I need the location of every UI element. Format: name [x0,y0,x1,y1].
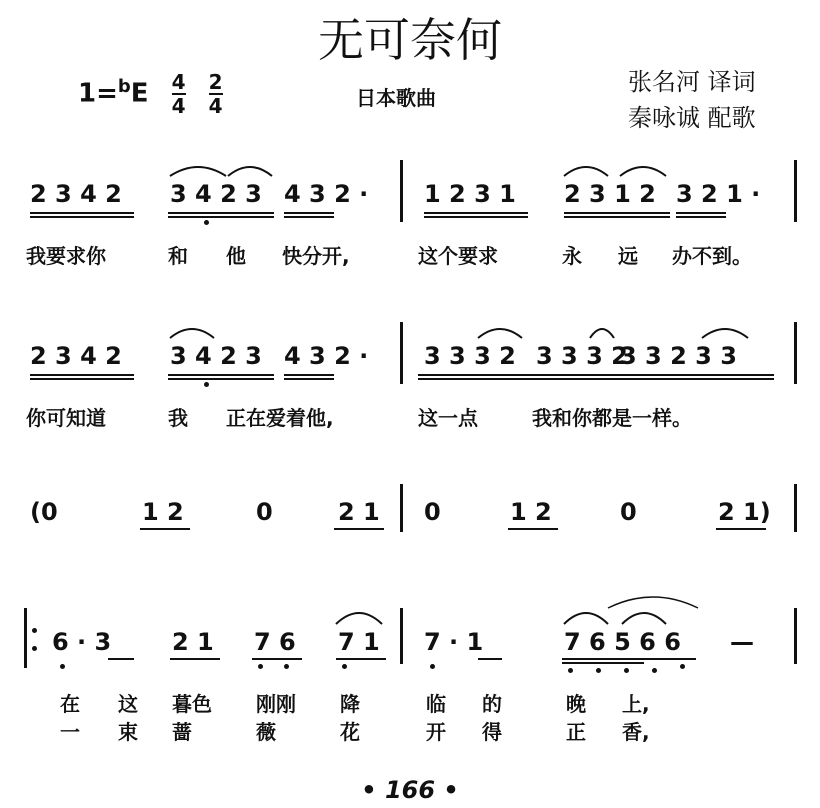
lyric: 上, [622,692,650,716]
barline [794,484,797,532]
underline [30,212,134,214]
underline [140,528,190,530]
time-signature-4-4: $\frac{4}{4}$ [171,70,186,118]
underline [284,378,334,380]
underline [676,216,726,218]
lyric: 的 [482,692,502,716]
underline [424,212,528,214]
lyric: 降 [340,692,360,716]
notes-group: 7 1 [338,628,380,656]
lyric: 蔷 [172,720,192,744]
notes-group: 7 6 [254,628,296,656]
notes-group: 2 1 [338,498,380,526]
lyric: 正在爱着他, [226,406,334,430]
flat-sign: b [117,75,131,97]
slur [618,162,668,178]
extension-dash: — [730,628,754,656]
underline [716,528,766,530]
underline [284,374,334,376]
notes-group: 1 2 [142,498,184,526]
lower-octave-dot [258,664,263,669]
underline [170,658,220,660]
lyric: 我和你都是一样。 [532,406,692,430]
notes-group: 0 [424,498,441,526]
lyric: 临 [426,692,446,716]
lyric: 暮色 [172,692,212,716]
barline [400,484,403,532]
lower-octave-dot [680,664,685,669]
lyric: 我 [168,406,188,430]
notes-group: 2 3 1 2 [564,180,656,208]
notes-group: 3 3 3 2 [424,342,516,370]
underline [284,216,334,218]
lyric: 正 [566,720,586,744]
underline [418,374,774,376]
lyric: 香, [622,720,650,744]
notes-group: 3 3 2 3 3 [620,342,737,370]
lower-octave-dot [624,668,629,673]
lyric: 你可知道 [26,406,106,430]
lyricist-credit: 张名河 译词 [628,68,756,96]
repeat-dot [32,646,37,651]
lower-octave-dot [342,664,347,669]
slur [588,324,616,340]
lower-octave-dot [596,668,601,673]
underline [478,658,502,660]
lyric: 我要求你 [26,244,106,268]
underline [30,216,134,218]
song-origin: 日本歌曲 [356,86,436,110]
lyric: 办不到。 [672,244,752,268]
slur [700,324,750,340]
underline [562,658,696,660]
underline [564,212,670,214]
lyric: 永 [562,244,582,268]
key-signature: 1=$^b$E $\frac{4}{4}$ $\frac{2}{4}$ [78,70,223,118]
notes-group: 2 3 4 2 [30,342,122,370]
lower-octave-dot [284,664,289,669]
underline [418,378,774,380]
lower-octave-dot [60,664,65,669]
barline [400,322,403,384]
lyric: 这 [118,692,138,716]
underline [336,658,386,660]
lyric: 在 [60,692,80,716]
notes-group: 4 3 2 · [284,342,369,370]
slur [562,162,610,178]
notes-group: 3 4 2 3 [170,180,262,208]
underline [168,212,274,214]
underline [30,374,134,376]
underline [168,378,274,380]
notes-group: 3 3 3 2 [536,342,628,370]
lyric: 快分开, [282,244,350,268]
lyric: 这一点 [418,406,478,430]
tie [606,592,700,610]
lyric: 他 [226,244,246,268]
notes-group: 7 6 5 6 6 [564,628,681,656]
lower-octave-dot [430,664,435,669]
lyric: 晚 [566,692,586,716]
notes-group: 4 3 2 · [284,180,369,208]
notes-group: 1 2 [510,498,552,526]
barline [400,160,403,222]
slur [168,162,228,178]
notes-group: 3 2 1 · [676,180,761,208]
repeat-barline [24,608,27,668]
notes-group: 2 3 4 2 [30,180,122,208]
page-number: • 166 • [361,776,459,804]
barline [400,608,403,664]
slur [334,606,384,626]
underline [108,658,134,660]
lyric: 一 [60,720,80,744]
underline [334,528,384,530]
underline [564,216,670,218]
underline [252,658,302,660]
notes-group: 0 [256,498,273,526]
lyric: 开 [426,720,446,744]
arranger-credit: 秦咏诚 配歌 [628,104,756,132]
lyric: 这个要求 [418,244,498,268]
repeat-dot [32,628,37,633]
barline [794,160,797,222]
lyric: 远 [618,244,638,268]
notes-group: 1 2 3 1 [424,180,516,208]
slur [226,162,274,178]
lower-octave-dot [568,668,573,673]
lyric: 得 [482,720,502,744]
barline [794,322,797,384]
lyric: 刚刚 [256,692,296,716]
underline [676,212,726,214]
lyric: 束 [118,720,138,744]
underline [424,216,528,218]
song-title: 无可奈何 [318,13,502,67]
notes-group: 2 1) [718,498,771,526]
notes-group: 2 1 [172,628,214,656]
notes-group: (0 [30,498,58,526]
underline [168,216,274,218]
notes-group: 7 · 1 [424,628,484,656]
underline [562,662,644,664]
notes-group: 3 4 2 3 [170,342,262,370]
underline [168,374,274,376]
lower-octave-dot [204,220,209,225]
lyric: 花 [340,720,360,744]
notes-group: 6 · 3 [52,628,112,656]
lower-octave-dot [652,668,657,673]
slur [562,606,610,626]
underline [284,212,334,214]
notes-group: 0 [620,498,637,526]
time-signature-2-4: $\frac{2}{4}$ [208,70,223,118]
barline [794,608,797,664]
lyric: 薇 [256,720,276,744]
lyric: 和 [168,244,188,268]
lower-octave-dot [204,382,209,387]
slur [476,324,524,340]
slur [168,324,216,340]
underline [30,378,134,380]
underline [508,528,558,530]
